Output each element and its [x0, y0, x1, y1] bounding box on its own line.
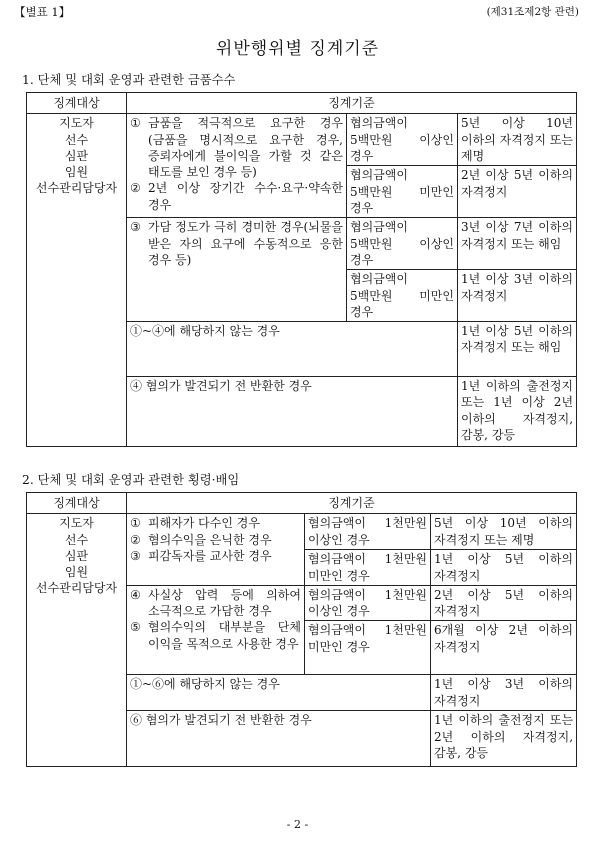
section2-criteria-header: 징계기준 [127, 493, 577, 514]
target-item: 심판 [64, 548, 89, 563]
condition-cell: 혐의금액이 1천만원 미만인 경우 [305, 621, 431, 675]
page-title: 위반행위별 징계기준 [215, 39, 380, 59]
penalty-cell: 1년 이상 3년 이하의 자격정지 [458, 270, 577, 322]
article-reference: (제31조제2항 관련) [486, 6, 579, 18]
section1-targets [27, 114, 127, 447]
case-item: ③ 가담 정도가 극히 경미한 경우(뇌물을 받은 자의 요구에 수동적으로 응한 경우 등) [130, 220, 343, 267]
target-item: 선수관리담당자 [35, 181, 118, 196]
case-item: ③ 피감독자를 교사한 경우 [130, 548, 272, 563]
target-item: 임원 [64, 565, 89, 580]
penalty-cell: 3년 이상 7년 이하의 자격정지 또는 해임 [458, 218, 577, 270]
case-item: ① 피해자가 다수인 경우 [130, 516, 260, 531]
condition-cell: 혐의금액이 1천만원 이상인 경우 [305, 585, 431, 621]
section1-case-group1 [127, 114, 347, 218]
section1-heading: 1. 단체 및 대회 운영과 관련한 금품수수 [22, 73, 236, 87]
condition-cell: 혐의금액이 1천만원 미만인 경우 [305, 550, 431, 586]
annex-label: 【별표 1】 [14, 5, 71, 19]
penalty-cell: 1년 이하의 출전정지 또는 1년 이상 2년 이하의 자격정지, 감봉, 강등 [458, 377, 577, 447]
target-item: 지도자 [59, 116, 94, 131]
penalty-cell: 2년 이상 5년 이하의 자격정지 [431, 585, 577, 621]
penalty-cell: 5년 이상 10년 이하의 자격정지 또는 제명 [458, 114, 577, 166]
penalty-cell: 1년 이하의 출전정지 또는 2년 이하의 자격정지, 감봉, 강등 [431, 711, 577, 767]
case-item: ② 혐의수익을 은닉한 경우 [130, 532, 272, 547]
target-item: 임원 [64, 165, 89, 180]
section2-heading: 2. 단체 및 대회 운영과 관련한 횡령·배임 [22, 473, 240, 487]
case-item: ⑤ 혐의수익의 대부분을 단체 이익을 목적으로 사용한 경우 [130, 620, 301, 651]
section1-target-header: 징계대상 [27, 93, 127, 114]
condition-cell: 협의금액이 5백만원 이상인 경우 [347, 114, 458, 166]
condition-cell: 협의금액이 5백만원 미만인 경우 [347, 270, 458, 322]
section2-case-group1 [127, 514, 305, 586]
section2-case-group2 [127, 585, 305, 675]
section1-case-group2 [127, 218, 347, 322]
case-returned: ④ 혐의가 발견되기 전 반환한 경우 [127, 377, 458, 447]
target-item: 심판 [64, 148, 89, 163]
case-other: ①~④에 해당하지 않는 경우 [127, 322, 458, 377]
condition-cell: 혐의금액이 1천만원 이상인 경우 [305, 514, 431, 550]
case-item: ④ 사실상 압력 등에 의하여 소극적으로 가담한 경우 [130, 587, 301, 619]
section2-target-header: 징계대상 [27, 493, 127, 514]
section1-criteria-header: 징계기준 [127, 93, 577, 114]
case-item: ① 금품을 적극적으로 요구한 경우(금품을 명시적으로 요구한 경우, 증뢰자에게 불이익을 가할 것 같은 태도를 보인 경우 등) [130, 116, 343, 180]
condition-cell: 협의금액이 5백만원 미만인 경우 [347, 166, 458, 218]
case-returned: ⑥ 혐의가 발견되기 전 반환한 경우 [127, 711, 431, 767]
section2-targets [27, 514, 127, 767]
page-number: - 2 - [286, 818, 309, 831]
penalty-cell: 5년 이상 10년 이하의 자격정지 또는 제명 [431, 514, 577, 550]
penalty-cell: 1년 이상 5년 이하의 자격정지 또는 해임 [458, 322, 577, 377]
case-other: ①~⑥에 해당하지 않는 경우 [127, 675, 431, 711]
penalty-cell: 6개월 이상 2년 이하의 자격정지 [431, 621, 577, 675]
target-item: 선수관리담당자 [35, 581, 118, 596]
section2-table [26, 492, 577, 767]
case-item: ② 2년 이상 장기간 수수·요구·약속한 경우 [130, 181, 343, 212]
condition-cell: 협의금액이 5백만원 이상인 경우 [347, 218, 458, 270]
target-item: 선수 [64, 132, 89, 147]
penalty-cell: 1년 이상 3년 이하의 자격정지 [431, 675, 577, 711]
target-item: 지도자 [59, 516, 94, 531]
penalty-cell: 1년 이상 5년 이하의 자격정지 [431, 550, 577, 586]
section1-table [26, 92, 577, 447]
target-item: 선수 [64, 532, 89, 547]
penalty-cell: 2년 이상 5년 이하의 자격정지 [458, 166, 577, 218]
